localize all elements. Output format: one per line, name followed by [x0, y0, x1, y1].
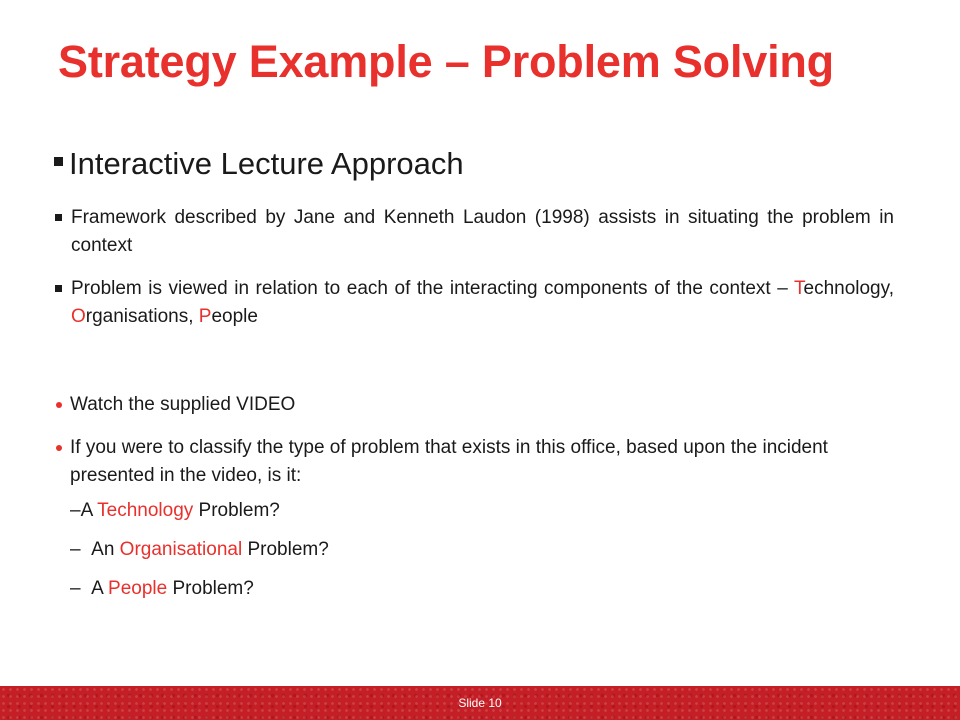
people-rest: eople [211, 306, 258, 327]
classification-question: If you were to classify the type of problem that exists in this office, based upon the incident presented in the video, is it: [70, 437, 828, 486]
round-bullet-icon [56, 402, 62, 408]
list-item [54, 204, 894, 260]
square-bullet-icon [55, 214, 62, 221]
round-bullet-icon [56, 445, 62, 451]
option-item [70, 536, 329, 564]
option-item [70, 497, 280, 525]
square-bullet-icon [55, 285, 62, 292]
context-point-prefix: Problem is viewed in relation to each of the interacting components of the context – [71, 278, 794, 299]
dash-bullet: – [70, 539, 81, 560]
option-suffix: Problem? [242, 539, 329, 560]
context-point [71, 275, 894, 331]
option-prefix: A [91, 578, 109, 599]
option-suffix: Problem? [167, 578, 254, 599]
people-initial: P [198, 306, 212, 327]
dash-bullet: – [70, 578, 81, 599]
organisations-initial: O [71, 306, 86, 327]
framework-point: Framework described by Jane and Kenneth Laudon (1998) assists in situating the problem in context [71, 207, 894, 256]
option-prefix: A [80, 500, 98, 521]
option-prefix: An [91, 539, 120, 560]
footer-bar [0, 686, 960, 720]
technology-rest: echnology, [803, 278, 894, 299]
option-suffix: Problem? [193, 500, 280, 521]
list-item [54, 391, 894, 419]
option-item [70, 575, 254, 603]
dash-bullet: – [70, 500, 81, 521]
heading-item [54, 146, 894, 182]
list-item [54, 275, 894, 331]
slide-number: Slide 10 [458, 696, 502, 710]
section-heading: Interactive Lecture Approach [69, 146, 464, 181]
option-highlight: People [108, 578, 168, 599]
slide-title: Strategy Example – Problem Solving [58, 36, 834, 87]
video-instruction: Watch the supplied VIDEO [70, 394, 296, 415]
list-item [54, 434, 894, 490]
square-bullet-icon [54, 157, 63, 166]
option-highlight: Organisational [119, 539, 243, 560]
organisations-rest: rganisations, [85, 306, 199, 327]
option-highlight: Technology [97, 500, 194, 521]
technology-initial: T [794, 278, 804, 299]
